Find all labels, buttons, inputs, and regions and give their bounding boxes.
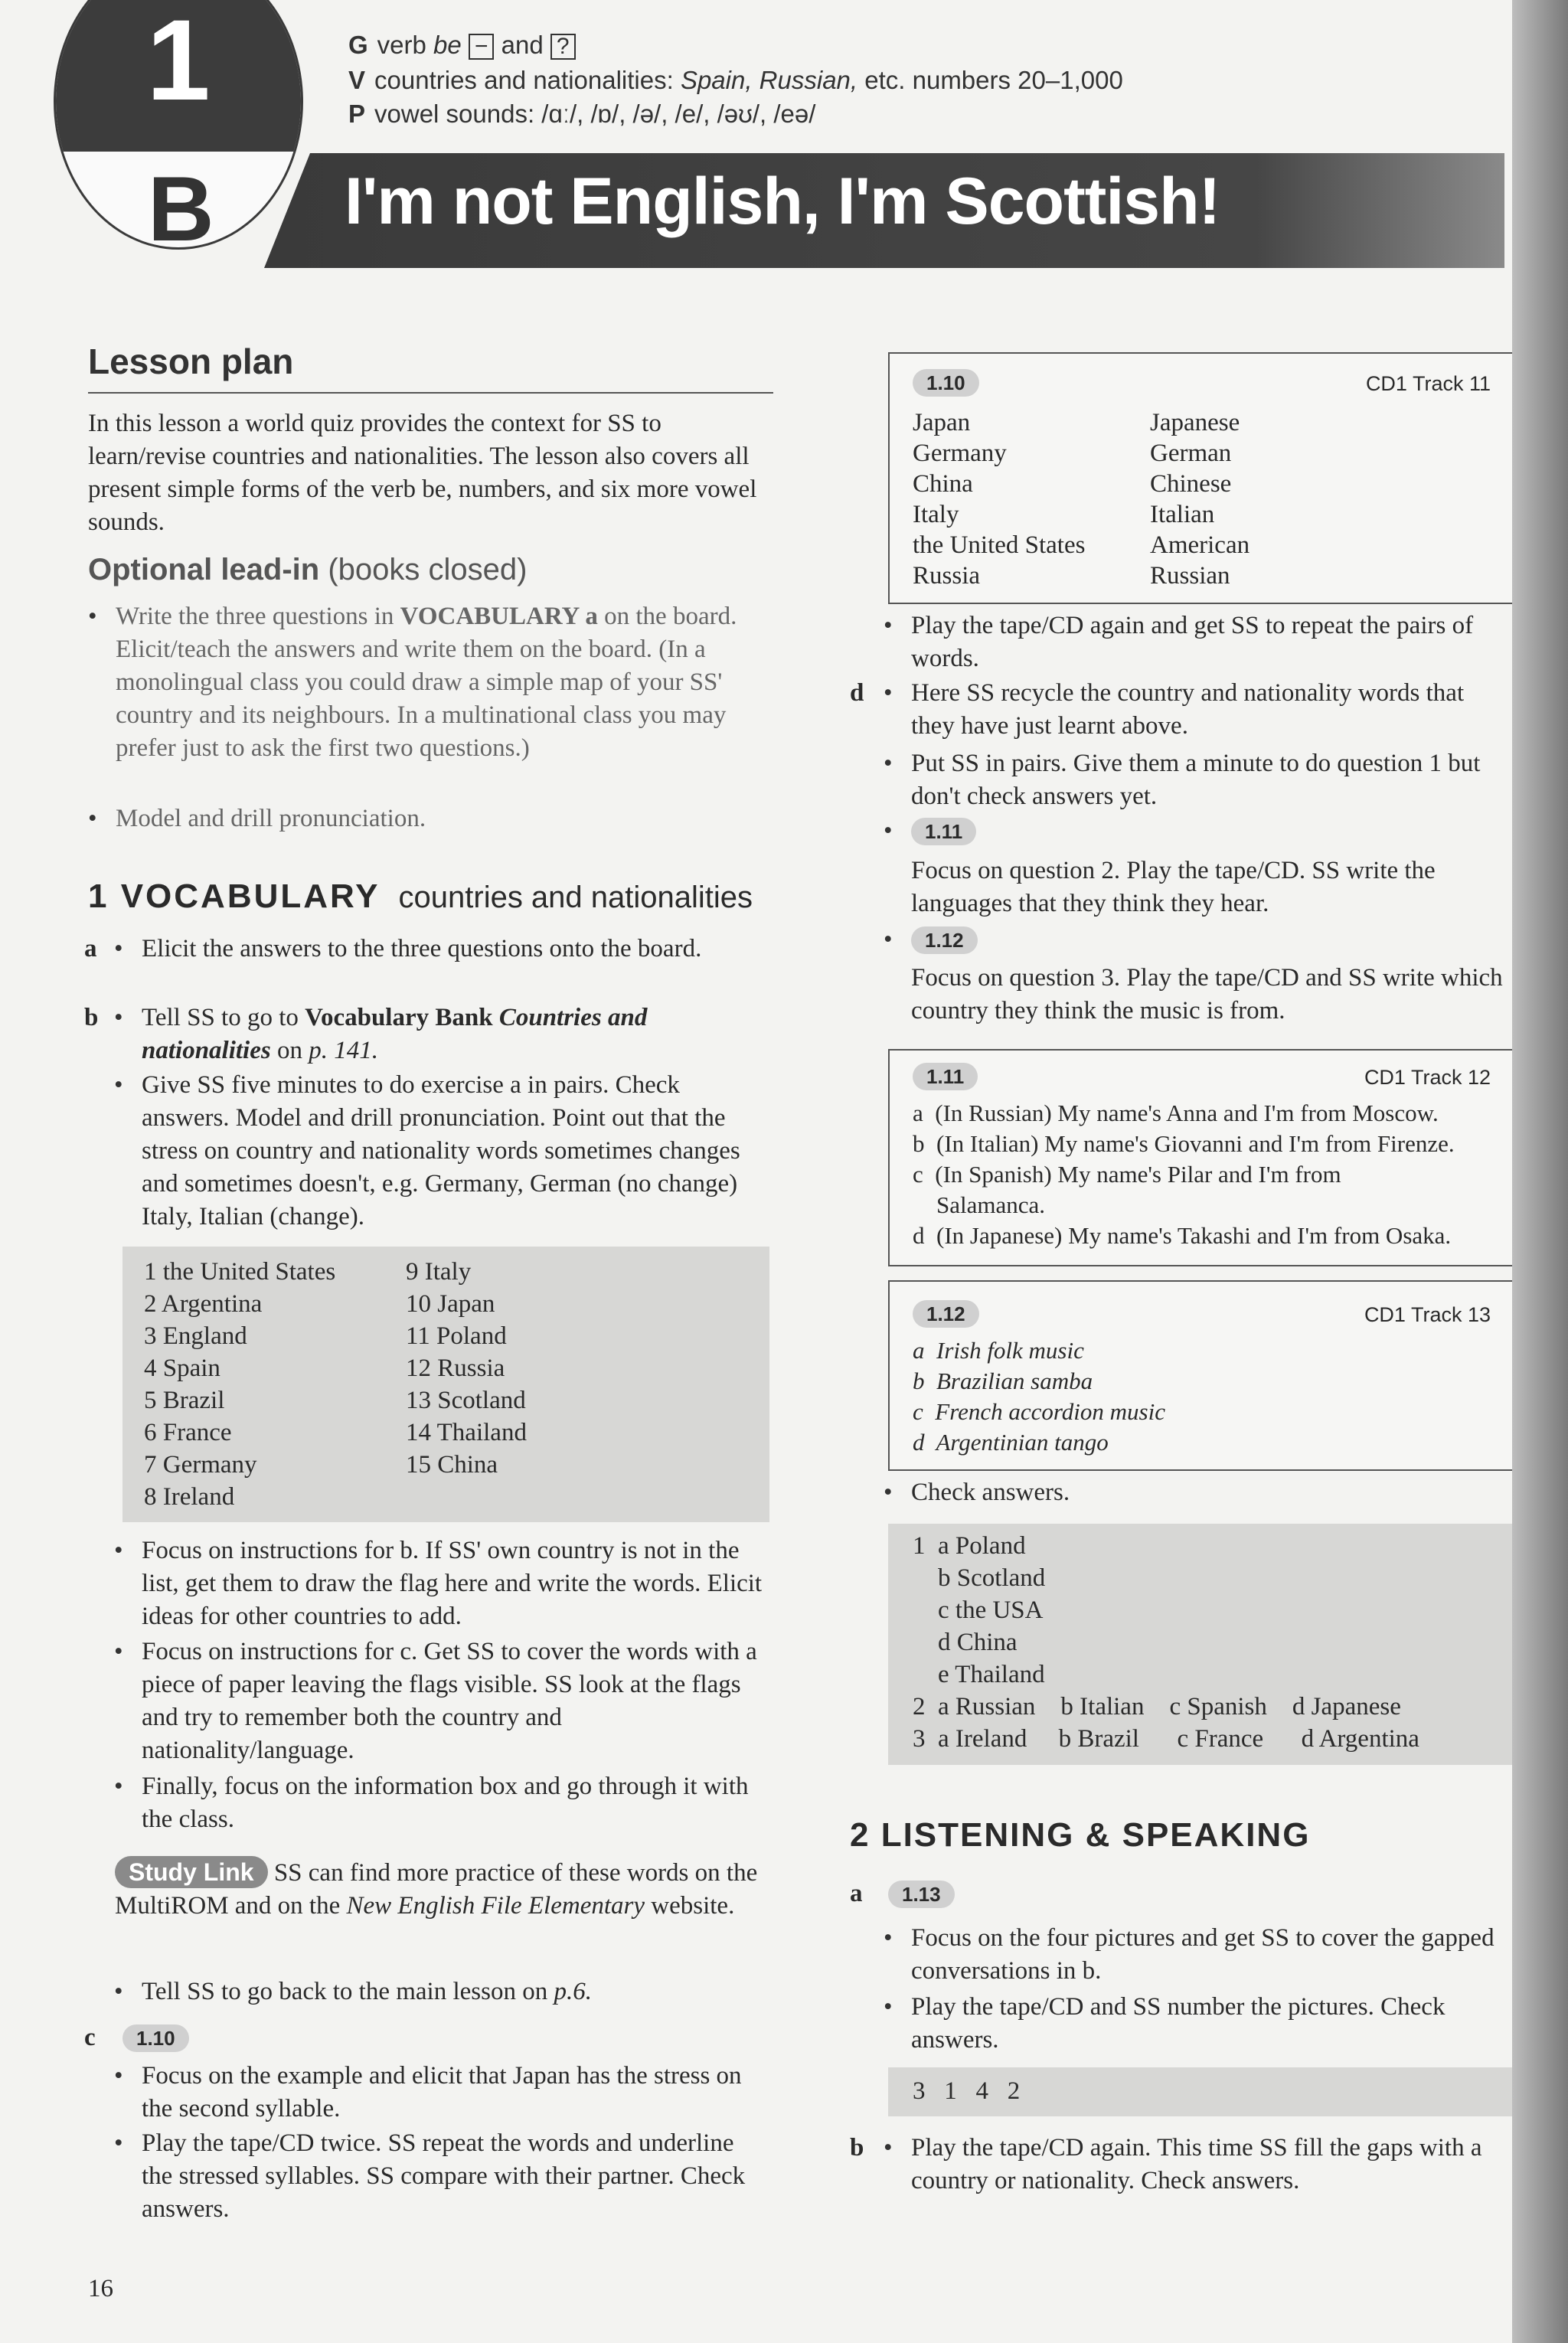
lb-bullet: • Play the tape/CD again. This time SS fill the gaps with a country or nationality. Check answers. [911,2132,1516,2198]
vocab-rest: etc. numbers 20–1,000 [864,66,1123,94]
vocab-heading [88,877,753,916]
c-track-pill: 1.10 [122,2024,189,2052]
unit-letter: B [148,158,214,250]
answer-item: 14 Thailand [406,1419,527,1446]
d-bullet-1: • Here SS recycle the country and nationality words that they have just learnt above. [911,677,1504,743]
answer-line: e Thailand [913,1661,1045,1688]
vocab-examples: Spain, Russian, [680,66,858,94]
grammar-label: G [348,31,368,59]
nationality-word: Russian [1150,562,1230,590]
study-link-paragraph [115,1856,766,1923]
nationality-word: Japanese [1150,409,1240,436]
audio-box-1-11 [888,1049,1515,1266]
vocab-heading-num: 1 VOCABULARY [88,877,381,915]
answer-line: 2 a Russian b Italian c Spanish d Japanese [913,1693,1401,1720]
answer-item: 1 the United States [144,1258,336,1286]
item-c-label: c [84,2024,96,2051]
nationality-word: American [1150,531,1250,559]
transcript-line: a (In Russian) My name's Anna and I'm from Moscow. [913,1100,1439,1126]
study-link-end: website. [651,1892,735,1920]
box3-track: 1.12 [913,1300,979,1328]
pron-text: vowel sounds: /ɑː/, /ɒ/, /ə/, /e/, /əʊ/, /eə/ [374,100,816,128]
answer-line: d China [913,1629,1018,1656]
lead-in-note: (books closed) [328,553,528,587]
la-answer: 3 1 4 2 [913,2077,1021,2105]
b2-text: Give SS five minutes to do exercise a in pairs. Check answers. Model and drill pronunciation. Point out that the stress on country and nationality words sometimes changes and sometimes doesn't, e.g. [142,1071,740,1198]
item-a-label: a [84,935,97,962]
box2-lines [913,1098,1455,1251]
vocab-text: countries and nationalities: [374,66,674,94]
transcript-line: c (In Spanish) My name's Pilar and I'm from [913,1161,1341,1188]
lead-in-b1-pre: Write the three questions in [116,603,394,630]
d3-track: 1.11 [911,818,976,845]
b2-example: Germany, German (no change) Italy, Italian (change). [142,1170,738,1230]
lead-in-b1-post: on the board. Elicit/teach the answers and write them on the board. (In a monolingual class you could draw a simple map of your SS' country and its neighbours. In a multinational class you may prefer just to ask the first two questions.) [116,603,737,762]
answer-item: 8 Ireland [144,1483,235,1511]
item-b-bullet-3: • Focus on instructions for b. If SS' own country is not in the list, get them to draw the flag here and write the words. Elicit ideas for other countries to add. [142,1534,769,1633]
answer-item: 13 Scotland [406,1387,526,1414]
b1-page: p. 141. [309,1037,378,1064]
lead-in-heading: Optional lead-in [88,553,320,587]
la-track-pill: 1.13 [888,1881,955,1908]
grammar-question-box: ? [550,34,576,60]
listen-a-track [888,1881,955,1908]
box1-cd: CD1 Track 11 [1365,372,1491,395]
answer-item: 11 Poland [406,1322,507,1350]
page-title: I'm not English, I'm Scottish! [345,165,1220,238]
grammar-and: and [501,31,544,59]
answer-item: 15 China [406,1451,498,1479]
pron-label: P [348,100,366,128]
music-line: b Brazilian samba [913,1368,1093,1394]
lesson-plan-text: In this lesson a world quiz provides the context for SS to learn/revise countries and nationalities. The lesson also covers all present simple forms of the verb be, numbers, and six more vowel sounds. [88,410,757,536]
transcript-line: b (In Italian) My name's Giovanni and I'm from Firenze. [913,1130,1455,1157]
country-word: the United States [913,531,1086,559]
unit-badge [54,0,303,250]
answer-line: 3 a Ireland b Brazil c France d Argentina [913,1725,1419,1753]
back-text: Tell SS to go back to the main lesson on [142,1978,548,2005]
box3-cd: CD1 Track 13 [1364,1303,1491,1326]
country-word: Japan [913,409,971,436]
grammar-be: be [433,31,462,59]
transcript-line: Salamanca. [913,1191,1046,1218]
item-b-label: b [84,1004,99,1031]
item-c-bullet-1: • Focus on the example and elicit that Japan has the stress on the second syllable. [142,2060,769,2126]
listening-heading: 2 LISTENING & SPEAKING [850,1816,1311,1854]
grammar-minus-box: − [469,34,495,60]
music-line: a Irish folk music [913,1337,1084,1364]
box2-cd: CD1 Track 12 [1364,1066,1491,1089]
la-bullet-2: • Play the tape/CD and SS number the pictures. Check answers. [911,1991,1516,2057]
page-binding-shadow [1512,0,1568,2343]
item-c-bullet-2: • Play the tape/CD twice. SS repeat the words and underline the stressed syllables. SS compare with their partner. Check answers. [142,2127,769,2226]
lead-in-bullet-2: • Model and drill pronunciation. [116,802,766,835]
answer-item: 5 Brazil [144,1387,225,1414]
answer-item: 9 Italy [406,1258,472,1286]
item-c-track [122,2024,189,2052]
answers-box-2 [888,1524,1531,1765]
country-word: Italy [913,501,959,528]
box1-nationalities [1150,407,1250,591]
country-word: Russia [913,562,981,590]
listen-a-label: a [850,1880,863,1907]
answer-item: 7 Germany [144,1451,257,1479]
pron-line [348,100,815,129]
vocab-line [348,66,1123,95]
study-link-italic: New English File Elementary [346,1892,645,1920]
grammar-line [348,31,576,60]
answer-line: b Scotland [913,1564,1046,1592]
answer-item: 2 Argentina [144,1290,263,1318]
answers2-lines [913,1530,1419,1755]
transcript-line: d (In Japanese) My name's Takashi and I'm from Osaka. [913,1222,1452,1249]
b1-post: on [276,1037,302,1064]
audio-box-1-10 [888,352,1515,604]
lead-in-bullet-1 [116,600,766,765]
item-a-bullet: • Elicit the answers to the three questions onto the board. [142,933,769,966]
answer-item: 6 France [144,1419,232,1446]
grammar-text: verb [377,31,426,59]
music-line: d Argentinian tango [913,1429,1109,1456]
la-bullet-1: • Focus on the four pictures and get SS to cover the gapped conversations in b. [911,1922,1516,1988]
answers-box-3 [888,2067,1531,2116]
listen-b-label: b [850,2134,864,2162]
answer-item: 4 Spain [144,1354,220,1382]
item-b-bullet-1 [142,1002,769,1067]
d-bullet-2: • Put SS in pairs. Give them a minute to do question 1 but don't check answers yet. [911,747,1504,813]
country-word: Germany [913,440,1007,467]
study-link-badge: Study Link [115,1856,268,1888]
box1-countries [913,407,1085,591]
answers-col-2 [406,1256,527,1481]
nationality-word: Italian [1150,501,1215,528]
box1-track: 1.10 [913,369,979,397]
box2-track: 1.11 [913,1063,978,1090]
d4-track: 1.12 [911,926,978,954]
nationality-word: Chinese [1150,470,1232,498]
item-b-bullet-5: • Finally, focus on the information box and go through it with the class. [142,1770,769,1836]
d-bullet-3 [911,815,1504,848]
answer-line: 1 a Poland [913,1532,1026,1560]
b1-bold-italic: Countries and nationalities [142,1004,648,1064]
b1-pre: Tell SS to go to [142,1004,299,1031]
back-to-lesson-bullet [142,1975,769,2008]
d3-text: Focus on question 2. Play the tape/CD. SS write the languages that they think they hear. [911,857,1436,917]
answer-line: c the USA [913,1596,1044,1624]
heading-rule [88,392,773,394]
item-d-label: d [850,679,864,707]
vocab-heading-topic: countries and nationalities [398,881,753,914]
answers-col-1 [144,1256,335,1513]
study-link-text: SS can find more practice of these words on the MultiROM and on the [115,1859,758,1920]
item-b-bullet-2 [142,1069,769,1234]
b1-bold: Vocabulary Bank [305,1004,493,1031]
answers-box-1 [122,1247,769,1522]
answer-item: 10 Japan [406,1290,495,1318]
d4-text: Focus on question 3. Play the tape/CD and SS write which country they think the music is from. [911,964,1503,1024]
answer-item: 3 England [144,1322,247,1350]
nationality-word: German [1150,440,1232,467]
box3-lines [913,1335,1165,1458]
vocab-label: V [348,66,366,94]
lead-in-heading-row [88,553,527,587]
answer-item: 12 Russia [406,1354,505,1382]
r-bullet-repeat: • Play the tape/CD again and get SS to repeat the pairs of words. [911,609,1504,675]
item-b-bullet-4: • Focus on instructions for c. Get SS to cover the words with a piece of paper leaving the flags visible. SS look at the flags and try to remember both the country and nationality/language. [142,1636,769,1767]
lead-in-b1-bold: VOCABULARY a [400,603,598,630]
unit-number: 1 [146,0,211,124]
country-word: China [913,470,973,498]
back-page: p.6. [554,1978,592,2005]
d-bullet-4 [911,923,1504,956]
music-line: c French accordion music [913,1398,1165,1425]
audio-box-1-12 [888,1280,1515,1471]
lesson-plan-heading: Lesson plan [88,341,294,381]
check-answers-bullet: • Check answers. [911,1476,1504,1509]
page-number: 16 [88,2275,113,2302]
